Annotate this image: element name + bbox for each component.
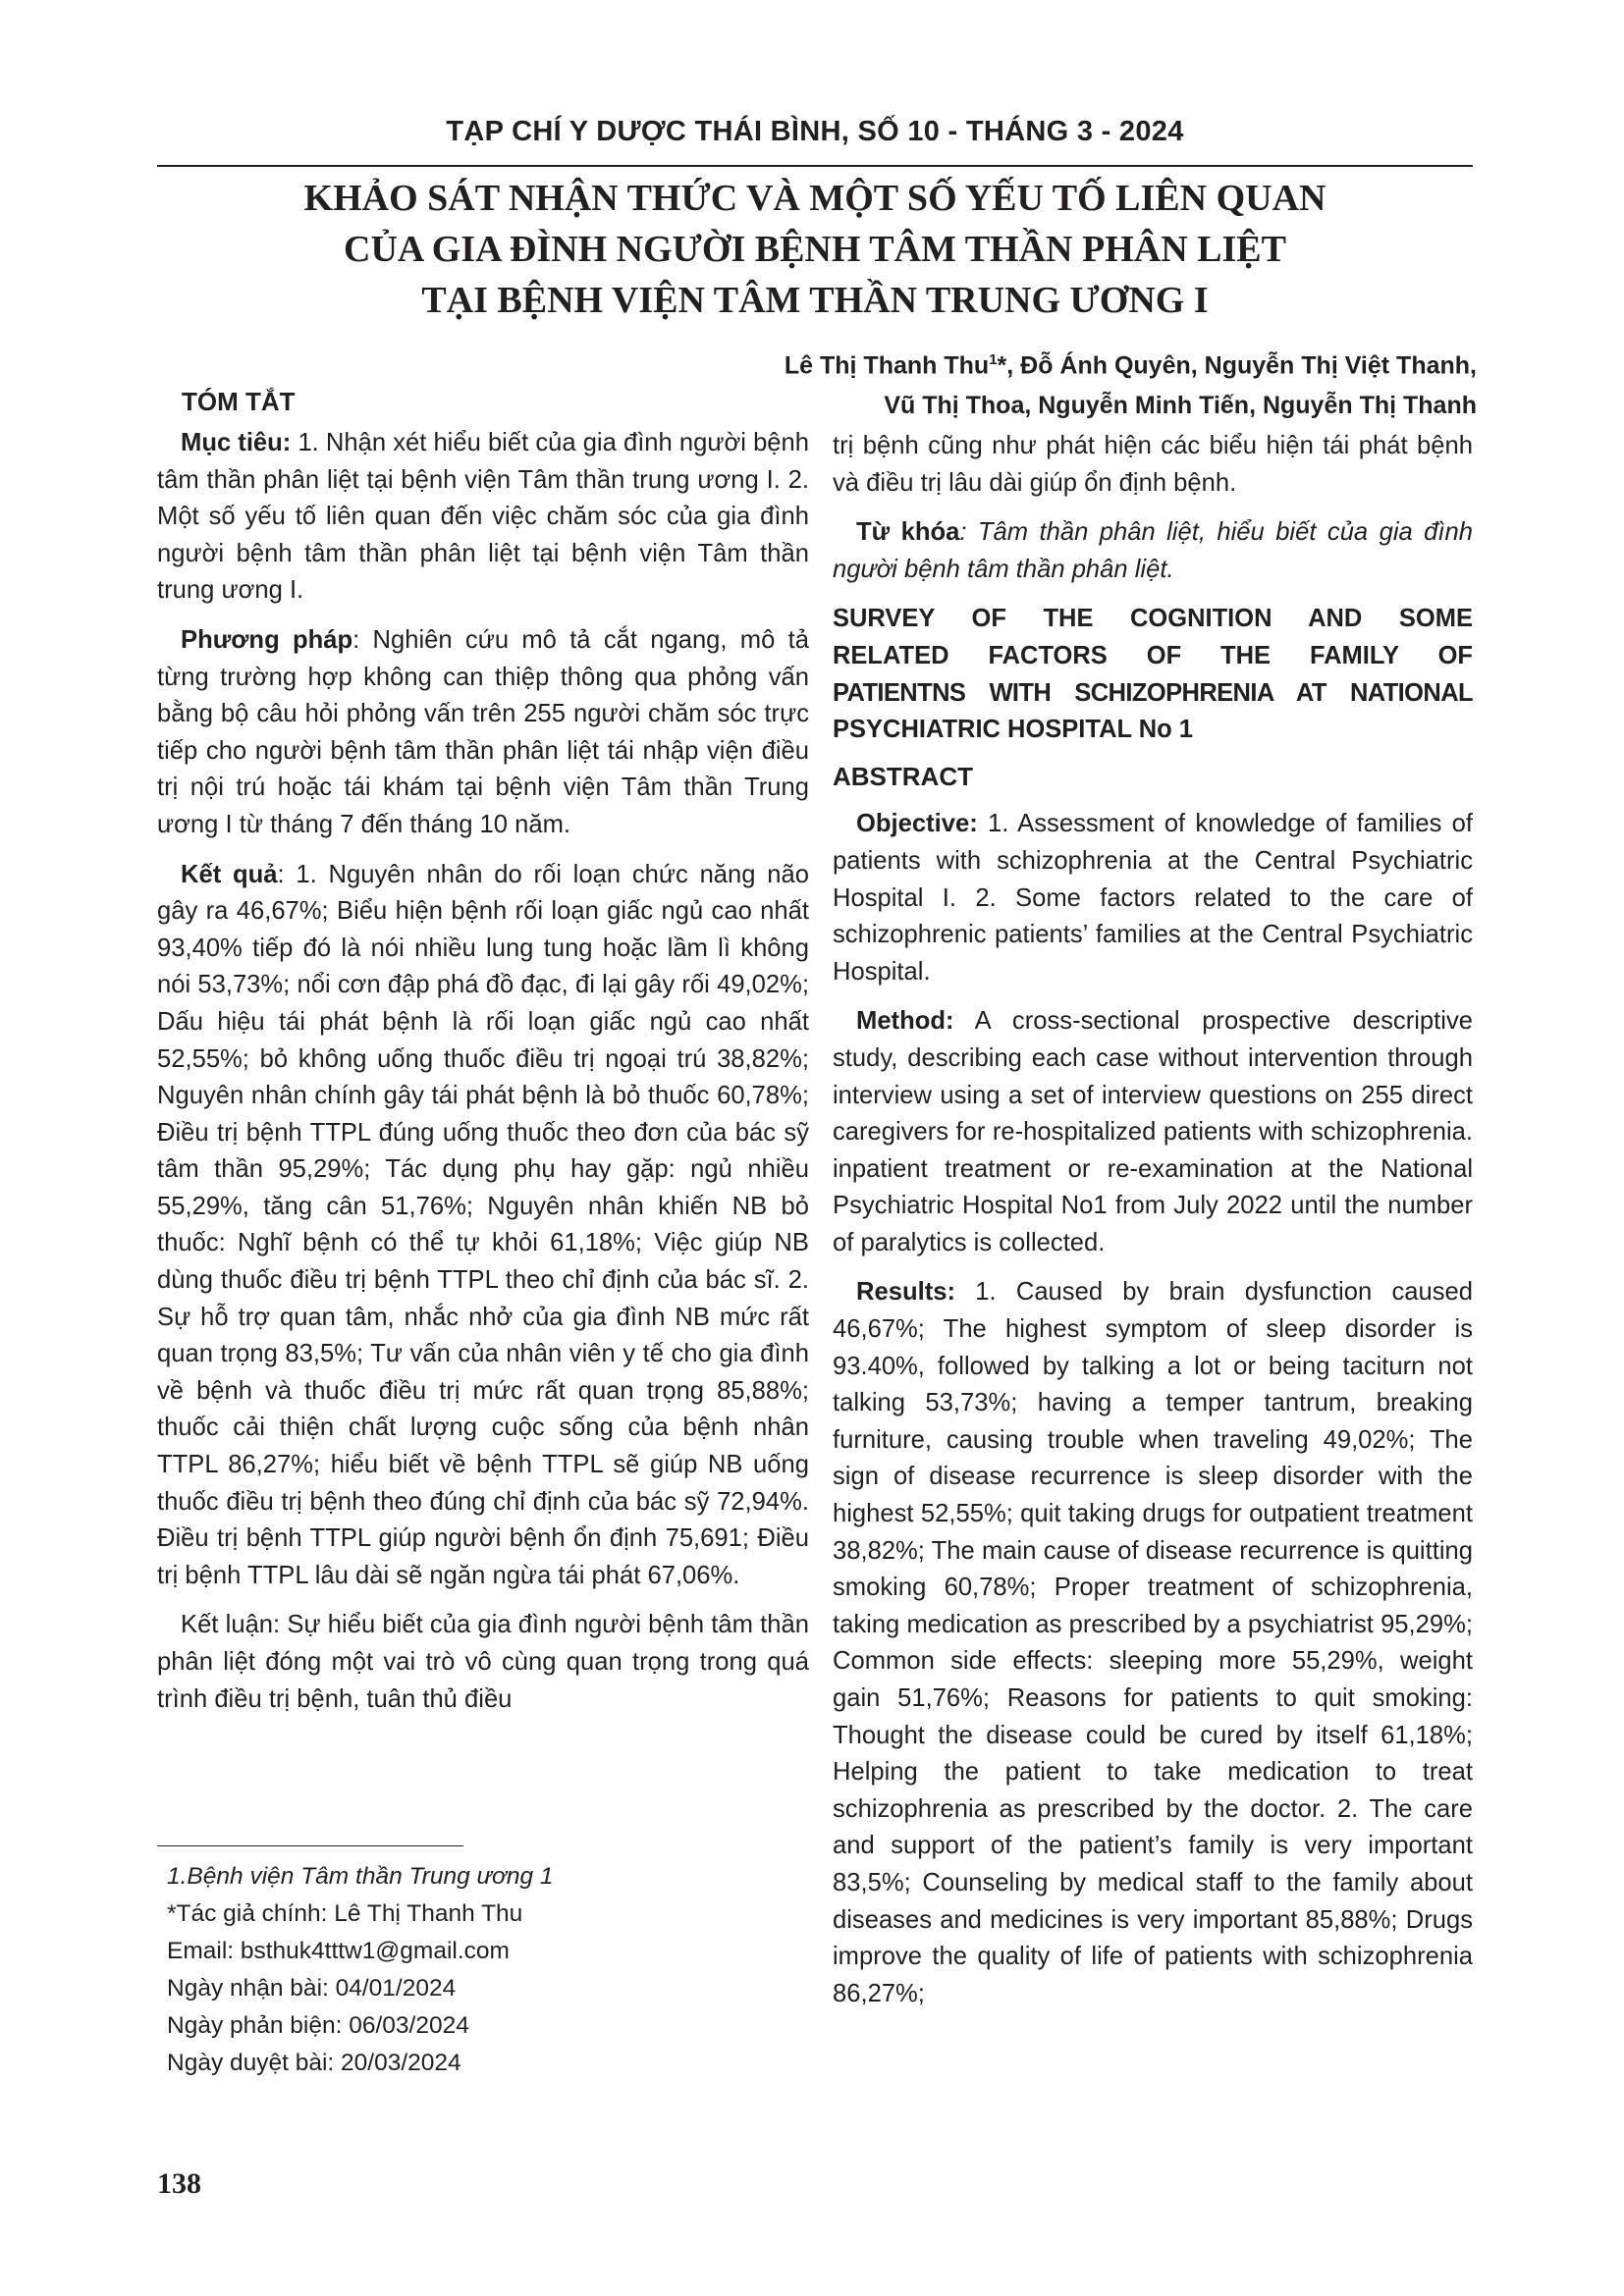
title-line-3: TẠI BỆNH VIỆN TÂM THẦN TRUNG ƯƠNG I xyxy=(421,280,1209,321)
title-line-1: KHẢO SÁT NHẬN THỨC VÀ MỘT SỐ YẾU TỐ LIÊN QUAN xyxy=(303,178,1326,219)
muc-tieu-text: 1. Nhận xét hiểu biết của gia đình người bệnh tâm thần phân liệt tại bệnh viện Tâm thần trung ương I. 2. Một số yếu tố liên quan đến việc chăm sóc của gia đình người bệnh tâm thần phân liệt tại bệnh viện Tâm thần trung ương I. xyxy=(157,429,809,605)
left-column xyxy=(157,425,809,1718)
muc-tieu-label: Mục tiêu: xyxy=(181,429,292,456)
author-line-2: Vũ Thị Thoa, Nguyễn Minh Tiến, Nguyễn Thị Thanh xyxy=(884,392,1477,420)
tu-khoa-label: Từ khóa xyxy=(856,518,960,547)
ket-luan-continuation: trị bệnh cũng như phát hiện các biểu hiện tái phát bệnh và điều trị lâu dài giúp ổn định bệnh. xyxy=(833,432,1473,497)
affiliation-marker: 1 xyxy=(989,351,998,368)
header-rule xyxy=(157,165,1473,167)
ket-qua-paragraph xyxy=(157,857,809,1595)
footnote-affiliation: 1.Bệnh viện Tâm thần Trung ương 1 xyxy=(167,1863,554,1890)
abstract-heading: ABSTRACT xyxy=(833,761,973,791)
results-text: 1. Caused by brain dysfunction caused 46,67%; The highest symptom of sleep disorder is 93.40%, followed by talking a lot or being taciturn not talking 53,73%; having a temper tantrum, breaking furniture, causing trouble when traveling 49,02%; The sign of disease recurrence is sleep disorder with the highest 52,55%; quit taking drugs for outpatient treatment 38,82%; The main cause of disease recurrence is quitting smoking 60,78%; Proper treatment of schizophrenia, taking medication as prescribed by a psychiatrist 95,29%; Common side effects: sleeping more 55,29%, weight gain 51,76%; Reasons for patients to quit smoking: Thought the disease could be cured by itself 61,18%; Helping the patient to take medication to treat schizophrenia as prescribed by the doctor. 2. The care and support of the patient’s family is very important 83,5%; Counseling by medical staff to the family about diseases and medicines is very important 85,88%; Drugs improve the quality of life of patients with schizophrenia 86,27%; xyxy=(833,1278,1473,2007)
objective-label: Objective: xyxy=(856,810,978,838)
muc-tieu-paragraph xyxy=(157,425,809,610)
footnote-accepted: Ngày duyệt bài: 20/03/2024 xyxy=(167,2050,461,2076)
english-title-line-3: PATIENTNS WITH SCHIZOPHRENIA AT NATIONAL xyxy=(833,678,1473,707)
objective-paragraph xyxy=(833,806,1473,990)
author-line-1 xyxy=(785,340,1477,386)
results-label: Results: xyxy=(856,1278,955,1307)
method-text: A cross-sectional prospective descriptive study, describing each case without intervention through interview using a set of interview questions on 255 direct caregivers for re-hospitalized patients with schizophrenia. inpatient treatment or re-examination at the National Psychiatric Hospital No1 from July 2022 until the number of paralytics is collected. xyxy=(833,1007,1473,1256)
author-list xyxy=(785,340,1477,426)
ket-qua-label: Kết quả xyxy=(181,860,278,888)
footnote-corresponding: *Tác giả chính: Lê Thị Thanh Thu xyxy=(167,1900,523,1927)
phuong-phap-paragraph xyxy=(157,622,809,844)
objective-text: 1. Assessment of knowledge of families of patients with schizophrenia at the Central Psychiatric Hospital I. 2. Some factors related to the care of schizophrenic patients’ families at the Central Psychiatric Hospital. xyxy=(833,810,1473,986)
corresponding-marker: * xyxy=(997,351,1007,380)
tu-khoa-paragraph xyxy=(833,514,1473,588)
english-title-line-2: RELATED FACTORS OF THE FAMILY OF xyxy=(833,641,1473,669)
tu-khoa-text: : Tâm thần phân liệt, hiểu biết của gia đình người bệnh tâm thần phân liệt. xyxy=(833,518,1473,583)
tomtat-heading: TÓM TẮT xyxy=(182,387,296,416)
footnote-reviewed: Ngày phản biện: 06/03/2024 xyxy=(167,2012,469,2039)
right-column xyxy=(833,428,1473,2012)
results-paragraph xyxy=(833,1274,1473,2012)
method-label: Method: xyxy=(856,1007,954,1036)
footnotes xyxy=(167,1858,795,2082)
phuong-phap-text: : Nghiên cứu mô tả cắt ngang, mô tả từng trường hợp không can thiệp thông qua phỏng vấn bằng bộ câu hỏi phỏng vấn trên 255 người chăm sóc trực tiếp cho người bệnh tâm thần phân liệt tái nhập viện điều trị nội trú hoặc tái khám tại bệnh viện Tâm thần Trung ương I từ tháng 7 đến tháng 10 năm. xyxy=(157,625,809,838)
ket-luan-paragraph: Kết luận: Sự hiểu biết của gia đình người bệnh tâm thần phân liệt đóng một vai trò vô cùng quan trọng trong quá trình điều trị bệnh, tuân thủ điều xyxy=(157,1611,809,1713)
title-line-2: CỦA GIA ĐÌNH NGƯỜI BỆNH TÂM THẦN PHÂN LIỆT xyxy=(344,229,1286,270)
lead-author-name: Lê Thị Thanh Thu xyxy=(784,351,990,380)
footnote-rule xyxy=(157,1845,463,1846)
footnote-received: Ngày nhận bài: 04/01/2024 xyxy=(167,1975,457,2002)
method-paragraph xyxy=(833,1003,1473,1261)
co-authors-1: , Đỗ Ánh Quyên, Nguyễn Thị Việt Thanh, xyxy=(1006,351,1477,380)
ket-qua-text: : 1. Nguyên nhân do rối loạn chức năng não gây ra 46,67%; Biểu hiện bệnh rối loạn giấc ngủ cao nhất 93,40% tiếp đó là nói nhiều lung tung hoặc lầm lì không nói 53,73%; nổi cơn đập phá đồ đạc, đi lại gây rối 49,02%; Dấu hiệu tái phát bệnh là rối loạn giấc ngủ cao nhất 52,55%; bỏ không uống thuốc điều trị ngoại trú 38,82%; Nguyên nhân chính gây tái phát bệnh là bỏ thuốc 60,78%; Điều trị bệnh TTPL đúng uống thuốc theo đơn của bác sỹ tâm thần 95,29%; Tác dụng phụ hay gặp: ngủ nhiều 55,29%, tăng cân 51,76%; Nguyên nhân khiến NB bỏ thuốc: Nghĩ bệnh có thể tự khỏi 61,18%; Việc giúp NB dùng thuốc điều trị bệnh TTPL theo chỉ định của bác sĩ. 2. Sự hỗ trợ quan tâm, nhắc nhở của gia đình NB mức rất quan trọng 83,5%; Tư vấn của nhân viên y tế cho gia đình về bệnh và thuốc điều trị mức rất quan trọng 85,88%; thuốc cải thiện chất lượng cuộc sống của bệnh nhân TTPL 86,27%; hiểu biết về bệnh TTPL sẽ giúp NB uống thuốc điều trị bệnh theo đúng chỉ định của bác sỹ 72,94%. Điều trị bệnh TTPL giúp người bệnh ổn định 75,691; Điều trị bệnh TTPL lâu dài sẽ ngăn ngừa tái phát 67,06%. xyxy=(157,860,809,1589)
english-title xyxy=(833,601,1473,748)
english-title-line-4: PSYCHIATRIC HOSPITAL No 1 xyxy=(833,716,1193,744)
phuong-phap-label: Phương pháp xyxy=(181,625,353,654)
page-number: 138 xyxy=(157,2167,201,2200)
english-title-line-1: SURVEY OF THE COGNITION AND SOME xyxy=(833,605,1473,633)
journal-header: TẠP CHÍ Y DƯỢC THÁI BÌNH, SỐ 10 - THÁNG 3 - 2024 xyxy=(446,116,1184,147)
footnote-email: Email: bsthuk4tttw1@gmail.com xyxy=(167,1938,510,1964)
article-title xyxy=(157,173,1473,326)
